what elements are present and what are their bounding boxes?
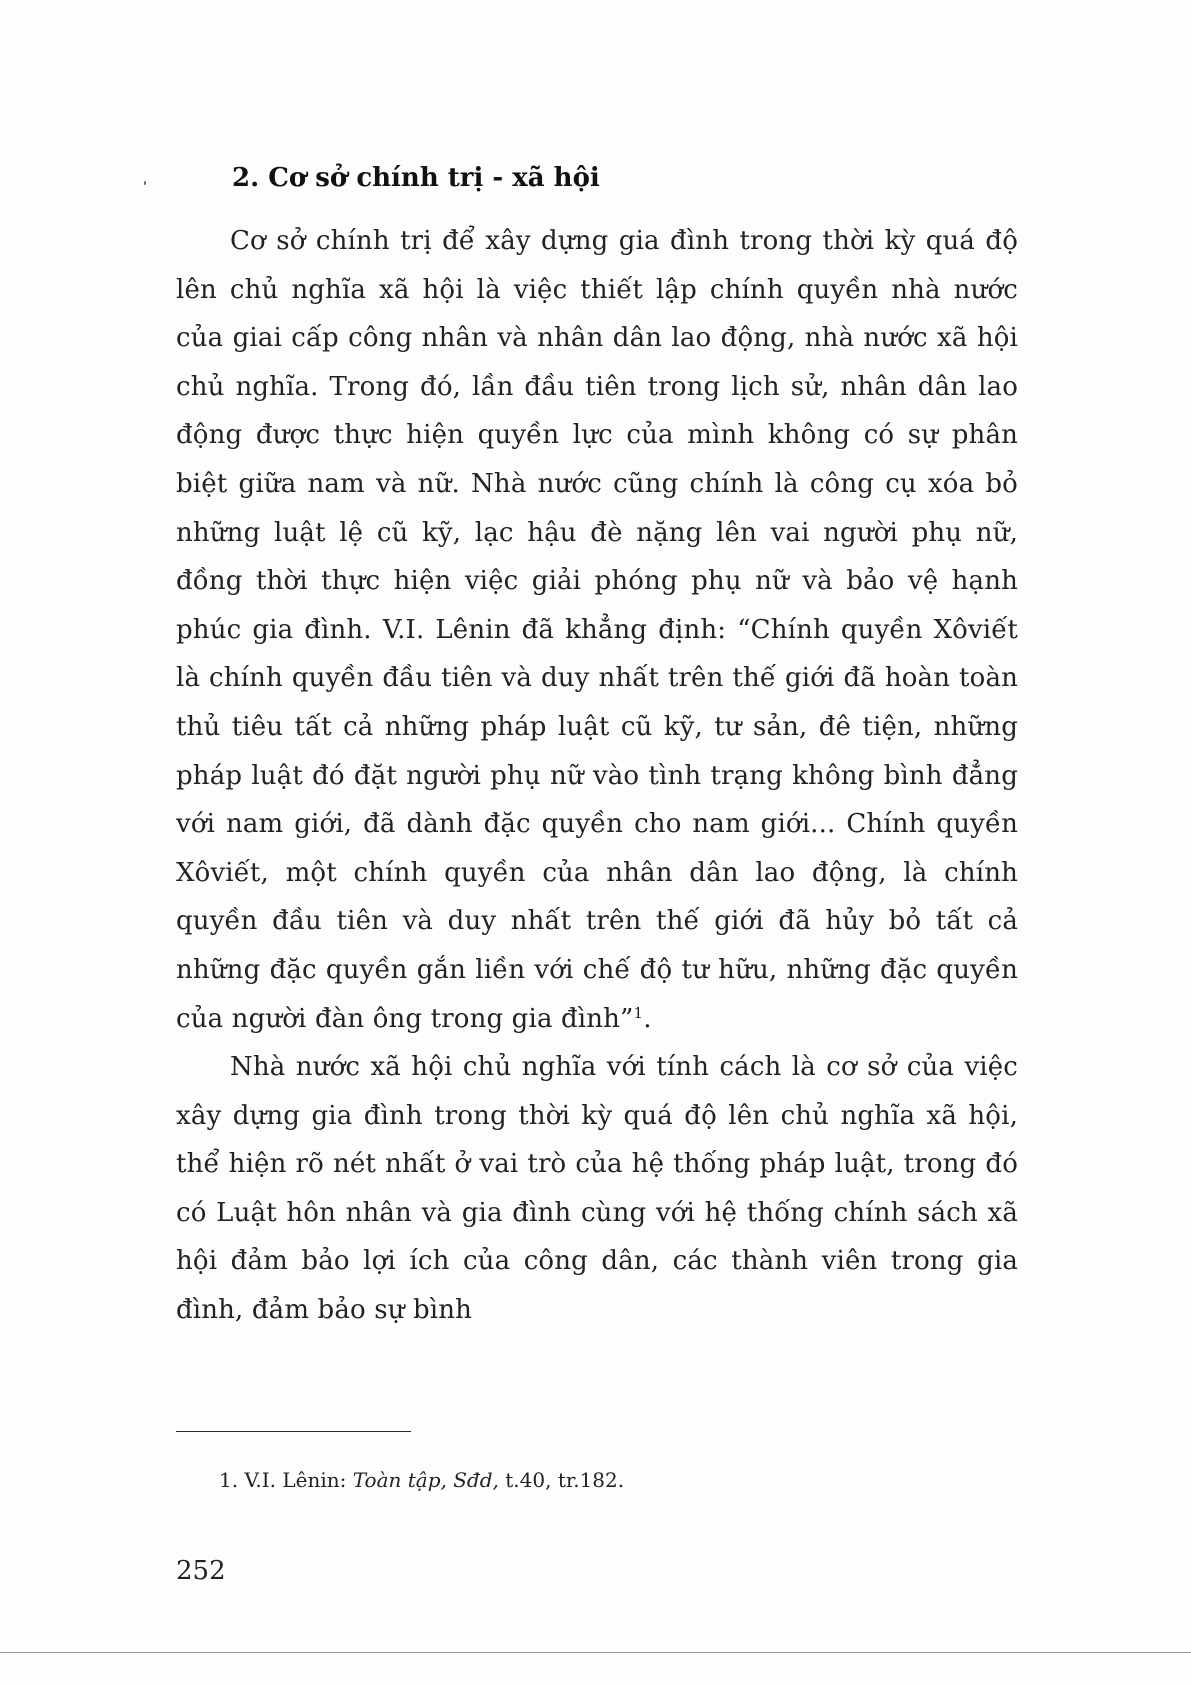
scan-bottom-edge <box>0 1652 1191 1653</box>
footnote-source: Sđd, <box>453 1468 499 1492</box>
footnote-author: V.I. Lênin: <box>244 1468 347 1492</box>
footnote <box>219 1466 624 1494</box>
footnote-number: 1. <box>219 1468 239 1492</box>
footnote-work: Toàn tập, <box>352 1468 447 1492</box>
paragraph-1 <box>176 217 1018 1043</box>
footnote-location: t.40, tr.182. <box>505 1468 625 1492</box>
footnote-divider <box>176 1431 411 1432</box>
page-number: 252 <box>176 1556 226 1586</box>
scan-speck <box>144 181 146 185</box>
paragraph-2 <box>176 1043 1018 1335</box>
paragraph-1-end: . <box>643 1003 652 1034</box>
paragraph-1-text: Cơ sở chính trị để xây dựng gia đình trong thời kỳ quá độ lên chủ nghĩa xã hội là việc thiết lập chính quyền nhà nước của giai cấp công nhân và nhân dân lao động, nhà nước xã hội chủ nghĩa. Trong đó, lần đầu tiên trong lịch sử, nhân dân lao động được thực hiện quyền lực của mình không có sự phân biệt giữa nam và nữ. Nhà nước cũng chính là công cụ xóa bỏ những luật lệ cũ kỹ, lạc hậu đè nặng lên vai người phụ nữ, đồng thời thực hiện việc giải phóng phụ nữ và bảo vệ hạnh phúc gia đình. V.I. Lênin đã khẳng định: “Chính quyền Xôviết là chính quyền đầu tiên và duy nhất trên thế giới đã hoàn toàn thủ tiêu tất cả những pháp luật cũ kỹ, tư sản, đê tiện, những pháp luật đó đặt người phụ nữ vào tình trạng không bình đẳng với nam giới, đã dành đặc quyền cho nam giới... Chính quyền Xôviết, một chính quyền của nhân dân lao động, là chính quyền đầu tiên và duy nhất trên thế giới đã hủy bỏ tất cả những đặc quyền gắn liền với chế độ tư hữu, những đặc quyền của người đàn ông trong gia đình” <box>176 226 1018 1034</box>
footnote-reference[interactable]: 1 <box>633 1003 644 1022</box>
section-heading: 2. Cơ sở chính trị - xã hội <box>232 163 600 193</box>
paragraph-2-text: Nhà nước xã hội chủ nghĩa với tính cách là cơ sở của việc xây dựng gia đình trong thời kỳ quá độ lên chủ nghĩa xã hội, thể hiện rõ nét nhất ở vai trò của hệ thống pháp luật, trong đó có Luật hôn nhân và gia đình cùng với hệ thống chính sách xã hội đảm bảo lợi ích của công dân, các thành viên trong gia đình, đảm bảo sự bình <box>176 1052 1018 1326</box>
body-text <box>176 217 1018 1335</box>
